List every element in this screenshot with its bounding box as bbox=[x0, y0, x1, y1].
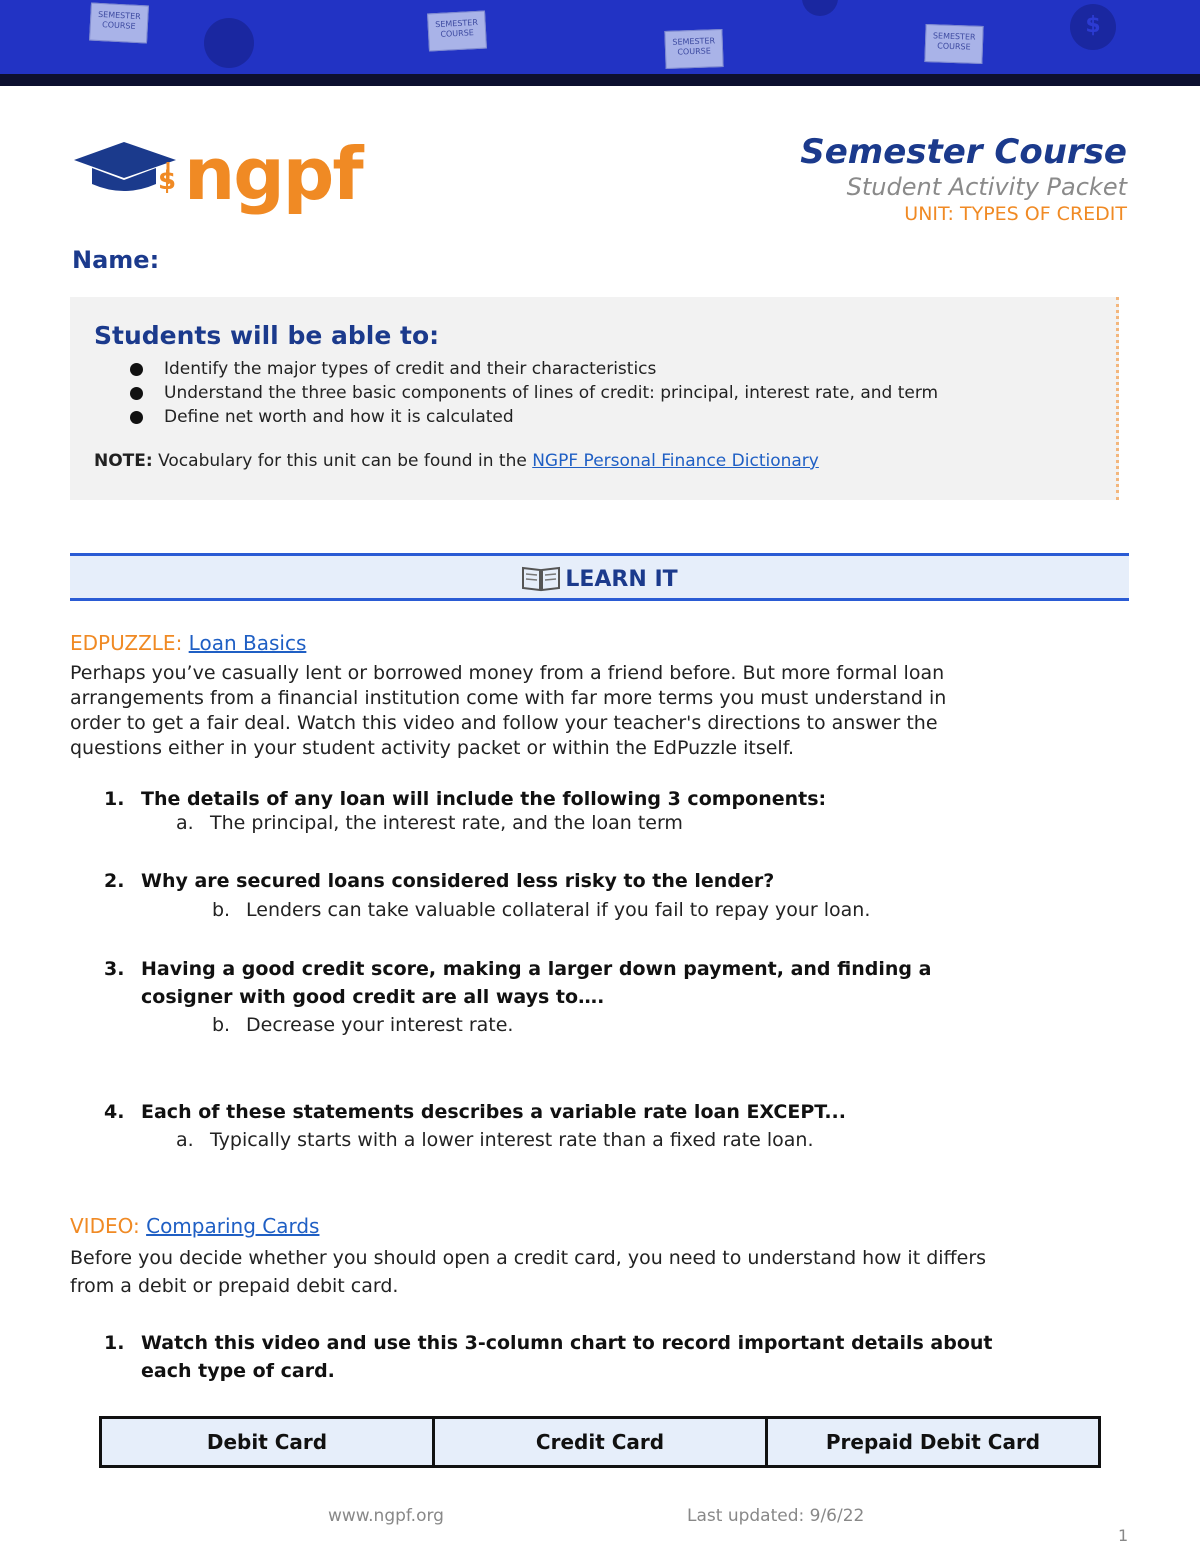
bullet-icon bbox=[130, 363, 143, 376]
gauge-icon bbox=[204, 18, 254, 68]
objective-item bbox=[130, 381, 938, 405]
note-text: Vocabulary for this unit can be found in the bbox=[158, 451, 527, 471]
objectives-box bbox=[70, 297, 1119, 500]
question-number: 1. bbox=[104, 1332, 125, 1354]
intro-line: Before you decide whether you should open a credit card, you need to understand how it differs bbox=[70, 1247, 987, 1269]
edpuzzle-kind: EDPUZZLE: bbox=[70, 631, 183, 655]
loan-basics-link[interactable]: Loan Basics bbox=[188, 631, 307, 655]
answer-letter: b. bbox=[212, 1014, 231, 1036]
answer-4 bbox=[176, 1128, 814, 1153]
answer-1 bbox=[176, 811, 683, 836]
logo-wordmark: ngpf bbox=[184, 132, 362, 216]
answer-text: Typically starts with a lower interest rate than a fixed rate loan. bbox=[210, 1129, 814, 1151]
banner-sticker: SEMESTER COURSE bbox=[427, 11, 487, 52]
column-header-prepaid: Prepaid Debit Card bbox=[767, 1418, 1100, 1467]
vocabulary-note bbox=[94, 451, 819, 471]
book-icon bbox=[521, 564, 561, 592]
question-text: cosigner with good credit are all ways to…. bbox=[141, 986, 605, 1008]
top-banner bbox=[0, 0, 1200, 74]
objective-item bbox=[130, 357, 938, 381]
footer-updated: Last updated: 9/6/22 bbox=[687, 1506, 865, 1526]
objectives-list bbox=[130, 357, 938, 429]
question-number: 3. bbox=[104, 958, 125, 980]
answer-letter: a. bbox=[176, 812, 194, 834]
answer-text: The principal, the interest rate, and the loan term bbox=[210, 812, 683, 834]
answer-text: Lenders can take valuable collateral if you fail to repay your loan. bbox=[246, 899, 871, 921]
learn-it-label: LEARN IT bbox=[565, 567, 678, 592]
objective-item bbox=[130, 405, 938, 429]
ngpf-logo bbox=[72, 132, 362, 222]
objective-text: Define net worth and how it is calculated bbox=[164, 407, 514, 427]
logo-dollar: $ bbox=[158, 166, 177, 196]
objectives-title: Students will be able to: bbox=[94, 321, 440, 350]
answer-letter: b. bbox=[212, 899, 231, 921]
column-header-credit: Credit Card bbox=[434, 1418, 767, 1467]
objective-text: Identify the major types of credit and their characteristics bbox=[164, 359, 657, 379]
footer-url[interactable]: www.ngpf.org bbox=[328, 1506, 444, 1526]
bullet-icon bbox=[130, 411, 143, 424]
intro-line: Perhaps you’ve casually lent or borrowed money from a friend before. But more formal loan bbox=[70, 662, 945, 684]
question-number: 4. bbox=[104, 1101, 125, 1123]
video-heading bbox=[70, 1214, 319, 1238]
bullet-icon bbox=[130, 387, 143, 400]
video-intro bbox=[70, 1244, 1130, 1300]
edpuzzle-heading bbox=[70, 631, 306, 655]
note-label: NOTE: bbox=[94, 451, 153, 471]
card-comparison-table bbox=[99, 1416, 1101, 1468]
intro-line: arrangements from a financial institution come with far more terms you must understand in bbox=[70, 687, 947, 709]
banner-sticker: SEMESTER COURSE bbox=[664, 29, 723, 69]
answer-text: Decrease your interest rate. bbox=[246, 1014, 514, 1036]
question-number: 2. bbox=[104, 870, 125, 892]
answer-letter: a. bbox=[176, 1129, 194, 1151]
video-kind: VIDEO: bbox=[70, 1214, 140, 1238]
question-text: The details of any loan will include the following 3 components: bbox=[141, 788, 827, 810]
question-text: Why are secured loans considered less risky to the lender? bbox=[141, 870, 775, 892]
objective-text: Understand the three basic components of lines of credit: principal, interest rate, and term bbox=[164, 383, 939, 403]
table-header-row bbox=[101, 1418, 1100, 1467]
course-title: Semester Course bbox=[800, 132, 1127, 172]
question-text: Watch this video and use this 3-column chart to record important details about bbox=[141, 1332, 993, 1354]
video-question-1 bbox=[104, 1329, 1104, 1385]
banner-sticker: SEMESTER COURSE bbox=[924, 24, 983, 64]
edpuzzle-intro bbox=[70, 661, 1130, 761]
column-header-debit: Debit Card bbox=[101, 1418, 434, 1467]
question-text: Having a good credit score, making a larger down payment, and finding a bbox=[141, 958, 932, 980]
question-3 bbox=[104, 955, 1104, 1011]
packet-subtitle: Student Activity Packet bbox=[846, 173, 1127, 201]
banner-divider bbox=[0, 74, 1200, 86]
question-4 bbox=[104, 1098, 1104, 1126]
answer-3 bbox=[212, 1013, 513, 1038]
answer-2 bbox=[212, 898, 870, 923]
dictionary-link[interactable]: NGPF Personal Finance Dictionary bbox=[532, 451, 819, 471]
question-number: 1. bbox=[104, 788, 125, 810]
question-text: each type of card. bbox=[141, 1360, 335, 1382]
coin-icon bbox=[802, 0, 838, 16]
page-number: 1 bbox=[1118, 1526, 1129, 1545]
intro-line: questions either in your student activity packet or within the EdPuzzle itself. bbox=[70, 737, 795, 759]
learn-it-banner bbox=[70, 553, 1129, 601]
packet-header bbox=[800, 132, 1127, 226]
intro-line: from a debit or prepaid debit card. bbox=[70, 1275, 399, 1297]
dollar-coin-icon: $ bbox=[1070, 4, 1116, 50]
unit-label: UNIT: TYPES OF CREDIT bbox=[904, 203, 1127, 225]
name-field-label: Name: bbox=[72, 246, 160, 274]
question-1 bbox=[104, 785, 1104, 813]
banner-sticker: SEMESTER COURSE bbox=[89, 3, 149, 44]
comparing-cards-link[interactable]: Comparing Cards bbox=[146, 1214, 320, 1238]
intro-line: order to get a fair deal. Watch this video and follow your teacher's directions to answer the bbox=[70, 712, 938, 734]
question-text: Each of these statements describes a variable rate loan EXCEPT... bbox=[141, 1101, 846, 1123]
question-2 bbox=[104, 867, 1104, 895]
